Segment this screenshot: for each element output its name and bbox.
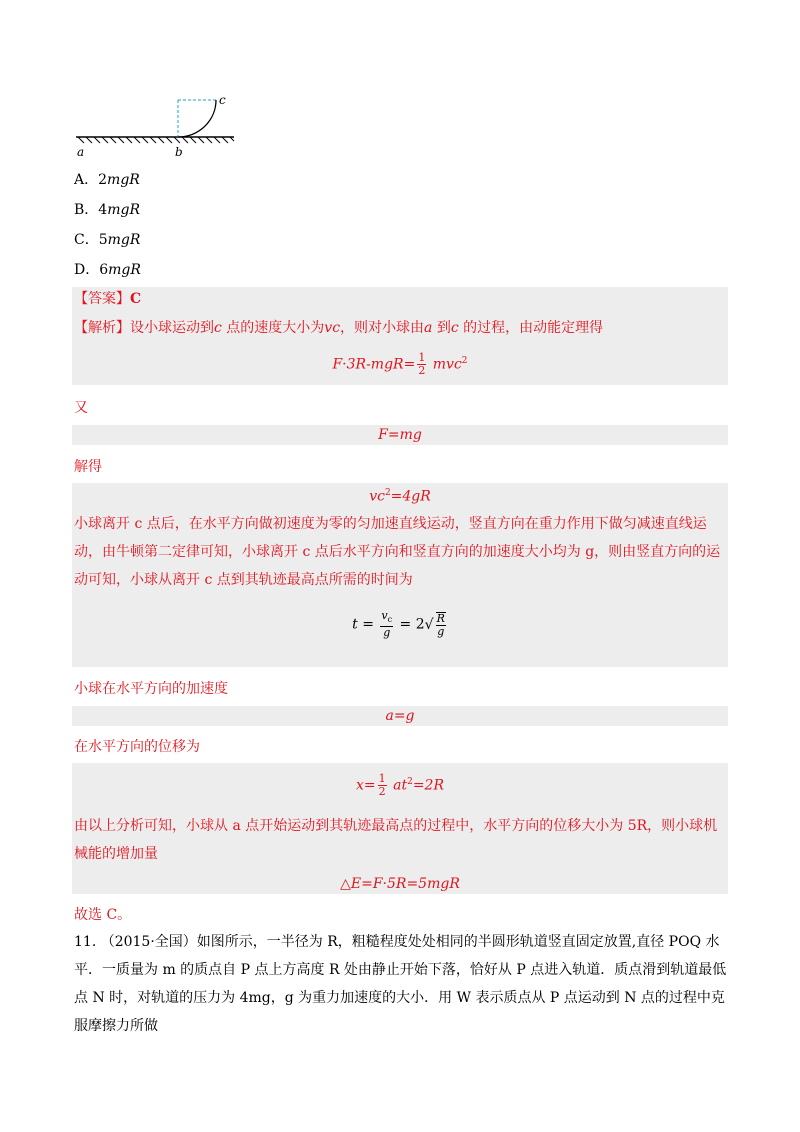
track-figure xyxy=(74,92,244,162)
equation-x: x= $\frac{1}{2}$ $at^2=2R$ xyxy=(356,772,444,799)
equation-f: F=mg xyxy=(378,427,422,443)
answer-line: 【答案】C xyxy=(74,291,142,307)
text-acceleration: 小球在水平方向的加速度 xyxy=(74,681,228,697)
track-diagram xyxy=(74,92,244,162)
paragraph-energy: 由以上分析可知，小球从 a 点开始运动到其轨迹最高点的过程中，水平方向的位移大小为 5R，则小球机械能的增加量 xyxy=(74,818,718,862)
paragraph-motion: 小球离开 c 点后，在水平方向做初速度为零的匀加速直线运动，竖直方向在重力作用下做匀减速直线运动，由牛顿第二定律可知，小球离开 c 点后水平方向和竖直方向的加速度大小均为 g，则由竖直方向的运动可知，小球从离开 c 点到其轨迹最高点所需的时间为 xyxy=(74,516,721,588)
equation-energy: F·3R-mgR= $\frac{1}{2}$ mvc$^2$ xyxy=(332,351,468,378)
equation-time: t = $\frac{v_c}{g}$ = 2√ $\frac{R}{g}$ xyxy=(352,609,445,640)
text-conclusion: 故选 C。 xyxy=(74,907,132,923)
sqrt-sign: √ xyxy=(424,616,434,633)
label-a: a xyxy=(77,145,85,159)
label-c: c xyxy=(219,93,226,107)
option-c: C．5mgR xyxy=(74,232,141,248)
text-jiede: 解得 xyxy=(74,459,102,475)
label-b: b xyxy=(175,145,183,159)
question-11: 11. （2015·全国）如图所示，一半径为 R，粗糙程度处处相同的半圆形轨道竖直固定放置,直径 POQ 水平．一质量为 m 的质点自 P 点上方高度 R 处由静止开始下落，恰好从 P 点进入轨道．质点滑到轨道最低点 N 时，对轨道的压力为 4mg，g 为重力加速度的大小．用 W 表示质点从 P 点运动到 N 点的过程中克服摩擦力所做 xyxy=(74,934,727,1034)
ground-hatch xyxy=(78,137,234,143)
option-a: A．2mgR xyxy=(74,172,140,188)
equation-a: a=g xyxy=(385,708,415,724)
equation-vc: $vc^2=4gR$ xyxy=(369,488,431,505)
text-displacement: 在水平方向的位移为 xyxy=(74,739,200,755)
equation-delta-e: △E=F·5R=5mgR xyxy=(340,876,460,892)
analysis-line: 【解析】设小球运动到c 点的速度大小为vc，则对小球由a 到c 的过程，由动能定理得 xyxy=(74,320,604,336)
option-b: B．4mgR xyxy=(74,202,140,218)
text-you: 又 xyxy=(74,400,88,416)
quarter-circle-track xyxy=(178,100,216,137)
option-d: D．6mgR xyxy=(74,262,141,278)
